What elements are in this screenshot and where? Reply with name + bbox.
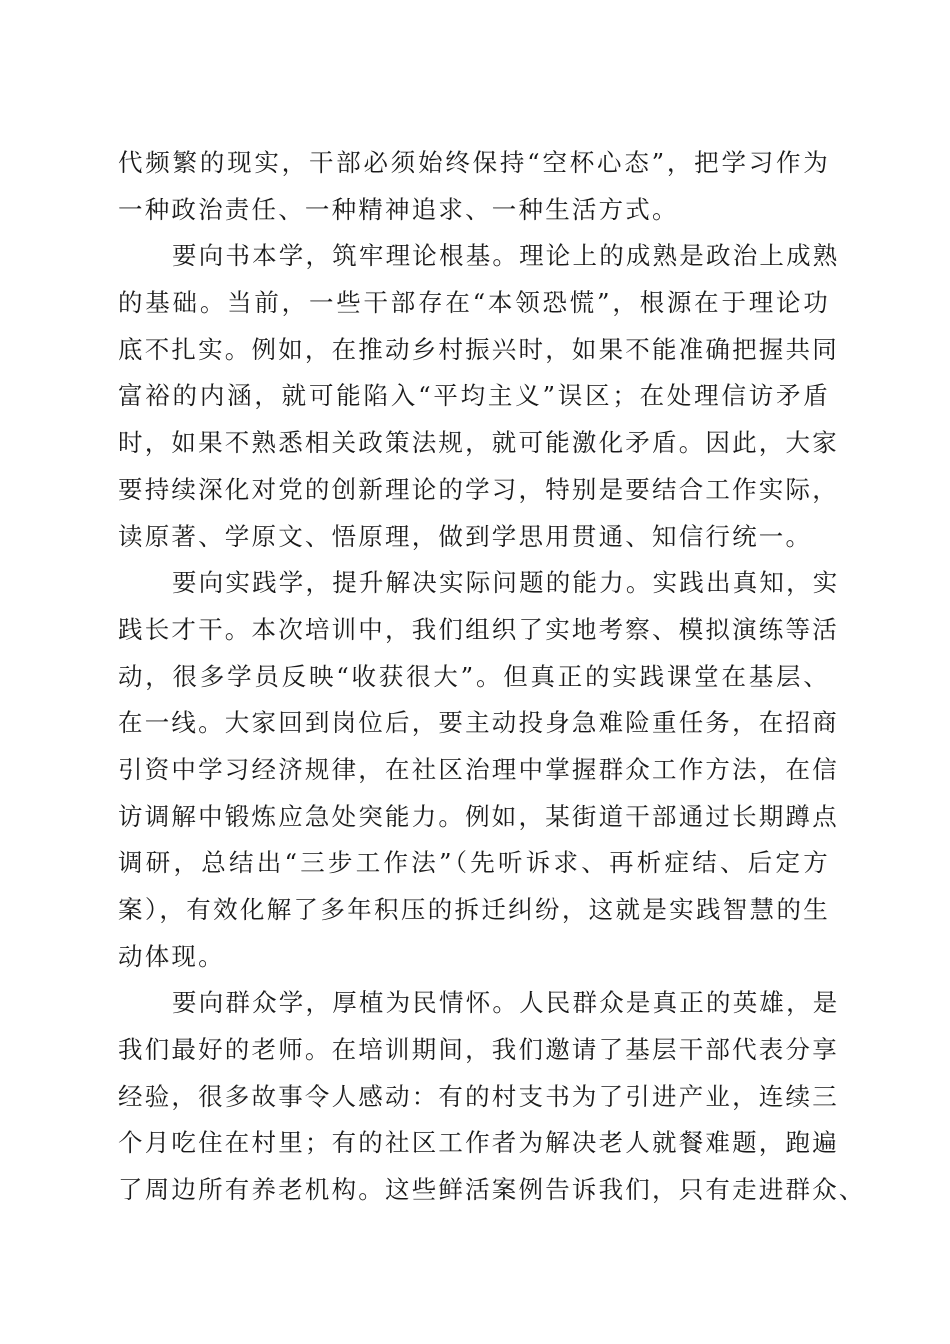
text-line: 调研，总结出“三步工作法”（先听诉求、再析症结、后定方 bbox=[118, 848, 830, 878]
body-text bbox=[118, 140, 866, 1214]
text-line: 底不扎实。例如，在推动乡村振兴时，如果不能准确把握共同 bbox=[118, 334, 839, 364]
text-line: 动，很多学员反映“收获很大”。但真正的实践课堂在基层、 bbox=[118, 661, 830, 691]
text-line: 访调解中锻炼应急处突能力。例如，某街道干部通过长期蹲点 bbox=[118, 801, 839, 831]
text-line: 我们最好的老师。在培训期间，我们邀请了基层干部代表分享 bbox=[118, 1035, 839, 1065]
text-line: 读原著、学原文、悟原理，做到学思用贯通、知信行统一。 bbox=[118, 521, 813, 551]
paragraph-first-line: 要向书本学，筑牢理论根基。理论上的成熟是政治上成熟 bbox=[172, 241, 840, 271]
text-line: 案），有效化解了多年积压的拆迁纠纷，这就是实践智慧的生 bbox=[118, 895, 830, 924]
text-line: 的基础。当前，一些干部存在“本领恐慌”，根源在于理论功 bbox=[118, 288, 830, 318]
text-line: 个月吃住在村里；有的社区工作者为解决老人就餐难题，跑遍 bbox=[118, 1128, 839, 1158]
text-line: 代频繁的现实，干部必须始终保持“空杯心态”，把学习作为 bbox=[118, 148, 830, 177]
text-line: 富裕的内涵，就可能陷入“平均主义”误区；在处理信访矛盾 bbox=[118, 381, 830, 411]
text-line: 经验，很多故事令人感动：有的村支书为了引进产业，连续三 bbox=[118, 1081, 839, 1111]
text-line: 要持续深化对党的创新理论的学习，特别是要结合工作实际， bbox=[118, 474, 839, 504]
text-line: 践长才干。本次培训中，我们组织了实地考察、模拟演练等活 bbox=[118, 614, 839, 644]
text-line: 在一线。大家回到岗位后，要主动投身急难险重任务，在招商 bbox=[118, 708, 839, 738]
text-line: 时，如果不熟悉相关政策法规，就可能激化矛盾。因此，大家 bbox=[118, 428, 839, 458]
text-line: 动体现。 bbox=[118, 941, 225, 971]
paragraph-first-line: 要向实践学，提升解决实际问题的能力。实践出真知，实 bbox=[172, 568, 840, 598]
paragraph-first-line: 要向群众学，厚植为民情怀。人民群众是真正的英雄，是 bbox=[172, 988, 840, 1018]
text-line: 引资中学习经济规律，在社区治理中掌握群众工作方法，在信 bbox=[118, 754, 839, 784]
text-line: 了周边所有养老机构。这些鲜活案例告诉我们，只有走进群众、 bbox=[118, 1175, 866, 1205]
text-line: 一种政治责任、一种精神追求、一种生活方式。 bbox=[118, 194, 679, 224]
